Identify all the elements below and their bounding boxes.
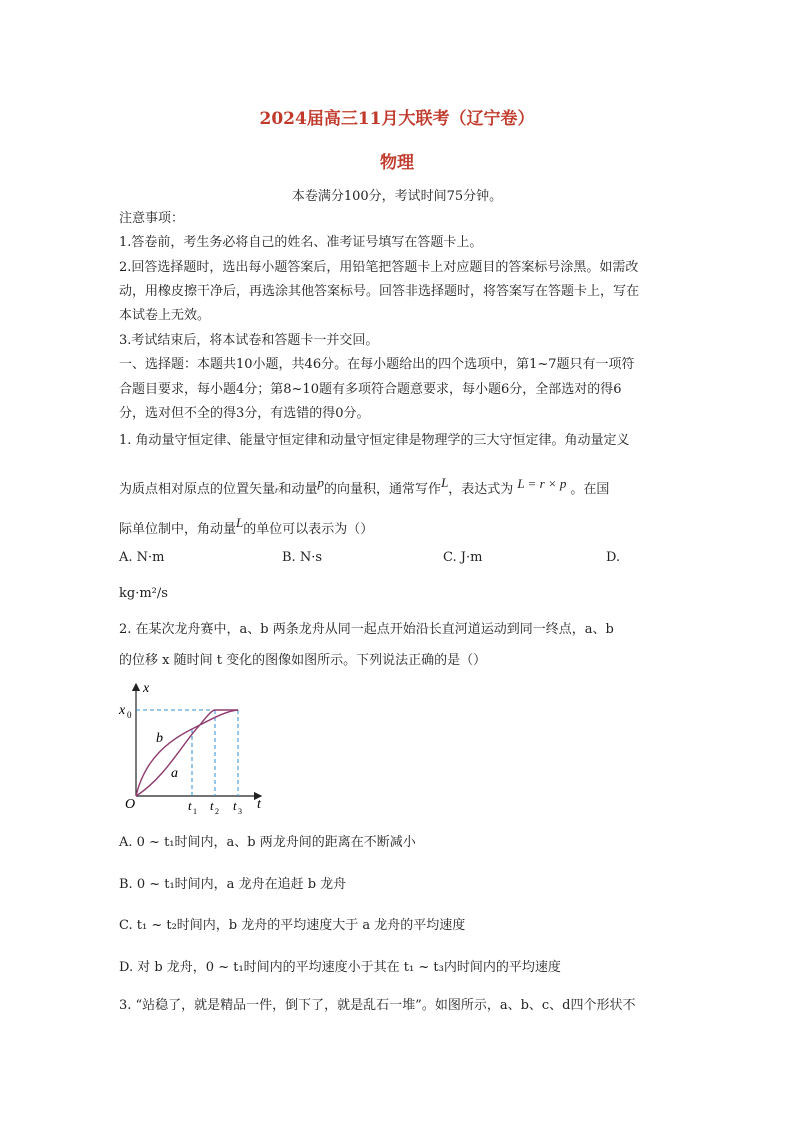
- exam-title: 2024届高三11月大联考（辽宁卷）: [259, 109, 535, 129]
- q1-text-c: 的向量积，通常写作: [324, 482, 442, 497]
- q1-option-b: B. N·s: [282, 550, 322, 565]
- t3-subscript: 3: [238, 807, 242, 816]
- x0-label: x: [119, 703, 126, 718]
- curve-b-label: b: [156, 731, 163, 746]
- t-axis-label: t: [257, 797, 261, 812]
- q1-text-b: 和动量: [278, 482, 318, 497]
- curve-a: [136, 710, 238, 796]
- formula: L = r × p: [517, 476, 567, 491]
- section-1-line-1: 一、选择题：本题共10小题，共46分。在每小题给出的四个选项中，第1~7题只有一项符: [119, 357, 635, 372]
- symbol-L-2: L: [236, 515, 244, 530]
- note-1: 1.答卷前，考生务必将自己的姓名、准考证号填写在答题卡上。: [119, 235, 483, 250]
- q1-text-g: 的单位可以表示为（）: [243, 522, 374, 537]
- symbol-r: r: [275, 485, 279, 495]
- subject-title: 物理: [380, 153, 414, 173]
- exam-info: 本卷满分100分，考试时间75分钟。: [291, 189, 503, 204]
- displacement-time-graph: [115, 678, 275, 818]
- curve-b: [136, 710, 238, 796]
- t1-subscript: 1: [193, 807, 197, 816]
- q1-line-3: [119, 514, 373, 539]
- q1-text-d: ，表达式为: [448, 482, 514, 497]
- x0-subscript: 0: [127, 710, 132, 720]
- note-2-line-1: 2.回答选择题时，选出每小题答案后，用铅笔把答题卡上对应题目的答案标号涂黑。如需改: [119, 260, 639, 275]
- q2-option-b: B. 0 ~ t₁时间内，a 龙舟在追赶 b 龙舟: [119, 877, 347, 892]
- section-1-line-2: 合题目要求，每小题4分；第8~10题有多项符合题意要求，每小题6分，全部选对的得6: [119, 382, 622, 397]
- q1-line-2: [119, 474, 609, 499]
- q2-line-2: 的位移 x 随时间 t 变化的图像如图所示。下列说法正确的是（）: [119, 653, 487, 668]
- t3-label: t: [233, 798, 237, 813]
- note-2-line-3: 本试卷上无效。: [119, 308, 211, 323]
- q2-option-a: A. 0 ~ t₁时间内，a、b 两龙舟间的距离在不断减小: [119, 835, 416, 850]
- x-axis-label: x: [143, 681, 150, 696]
- symbol-L: L: [441, 475, 449, 490]
- note-3: 3.考试结束后，将本试卷和答题卡一并交回。: [119, 333, 379, 348]
- q1-option-c: C. J·m: [443, 550, 483, 565]
- curve-a-label: a: [171, 766, 178, 781]
- q2-option-d: D. 对 b 龙舟，0 ~ t₁时间内的平均速度小于其在 t₁ ~ t₃内时间内的平均速度: [119, 960, 561, 975]
- note-2-line-2: 动，用橡皮擦干净后，再选涂其他答案标号。回答非选择题时，将答案写在答题卡上，写在: [119, 284, 640, 299]
- q1-text-f: 际单位制中，角动量: [119, 522, 237, 537]
- section-1-line-3: 分，选对但不全的得3分，有选错的得0分。: [119, 406, 370, 421]
- q1-option-d-value: kg·m²/s: [119, 586, 168, 601]
- t2-subscript: 2: [215, 807, 219, 816]
- origin-label: O: [125, 797, 136, 812]
- q1-text-a: 为质点相对原点的位置矢量: [119, 482, 276, 497]
- symbol-p: p: [317, 475, 325, 490]
- q3-line-1: 3. “站稳了，就是精品一件，倒下了，就是乱石一堆”。如图所示，a、b、c、d四个形状不: [119, 998, 636, 1013]
- notes-heading: 注意事项：: [119, 211, 185, 226]
- q1-option-d: D.: [606, 550, 621, 565]
- q1-option-a: A. N·m: [119, 550, 165, 565]
- q1-text-e: 。在国: [570, 482, 610, 497]
- q2-option-c: C. t₁ ~ t₂时间内，b 龙舟的平均速度大于 a 龙舟的平均速度: [119, 918, 466, 933]
- t1-label: t: [188, 798, 192, 813]
- q1-line-1: 1. 角动量守恒定律、能量守恒定律和动量守恒定律是物理学的三大守恒定律。角动量定义: [119, 433, 630, 448]
- t2-label: t: [210, 798, 214, 813]
- q2-line-1: 2. 在某次龙舟赛中，a、b 两条龙舟从同一起点开始沿长直河道运动到同一终点，a、b: [119, 622, 614, 637]
